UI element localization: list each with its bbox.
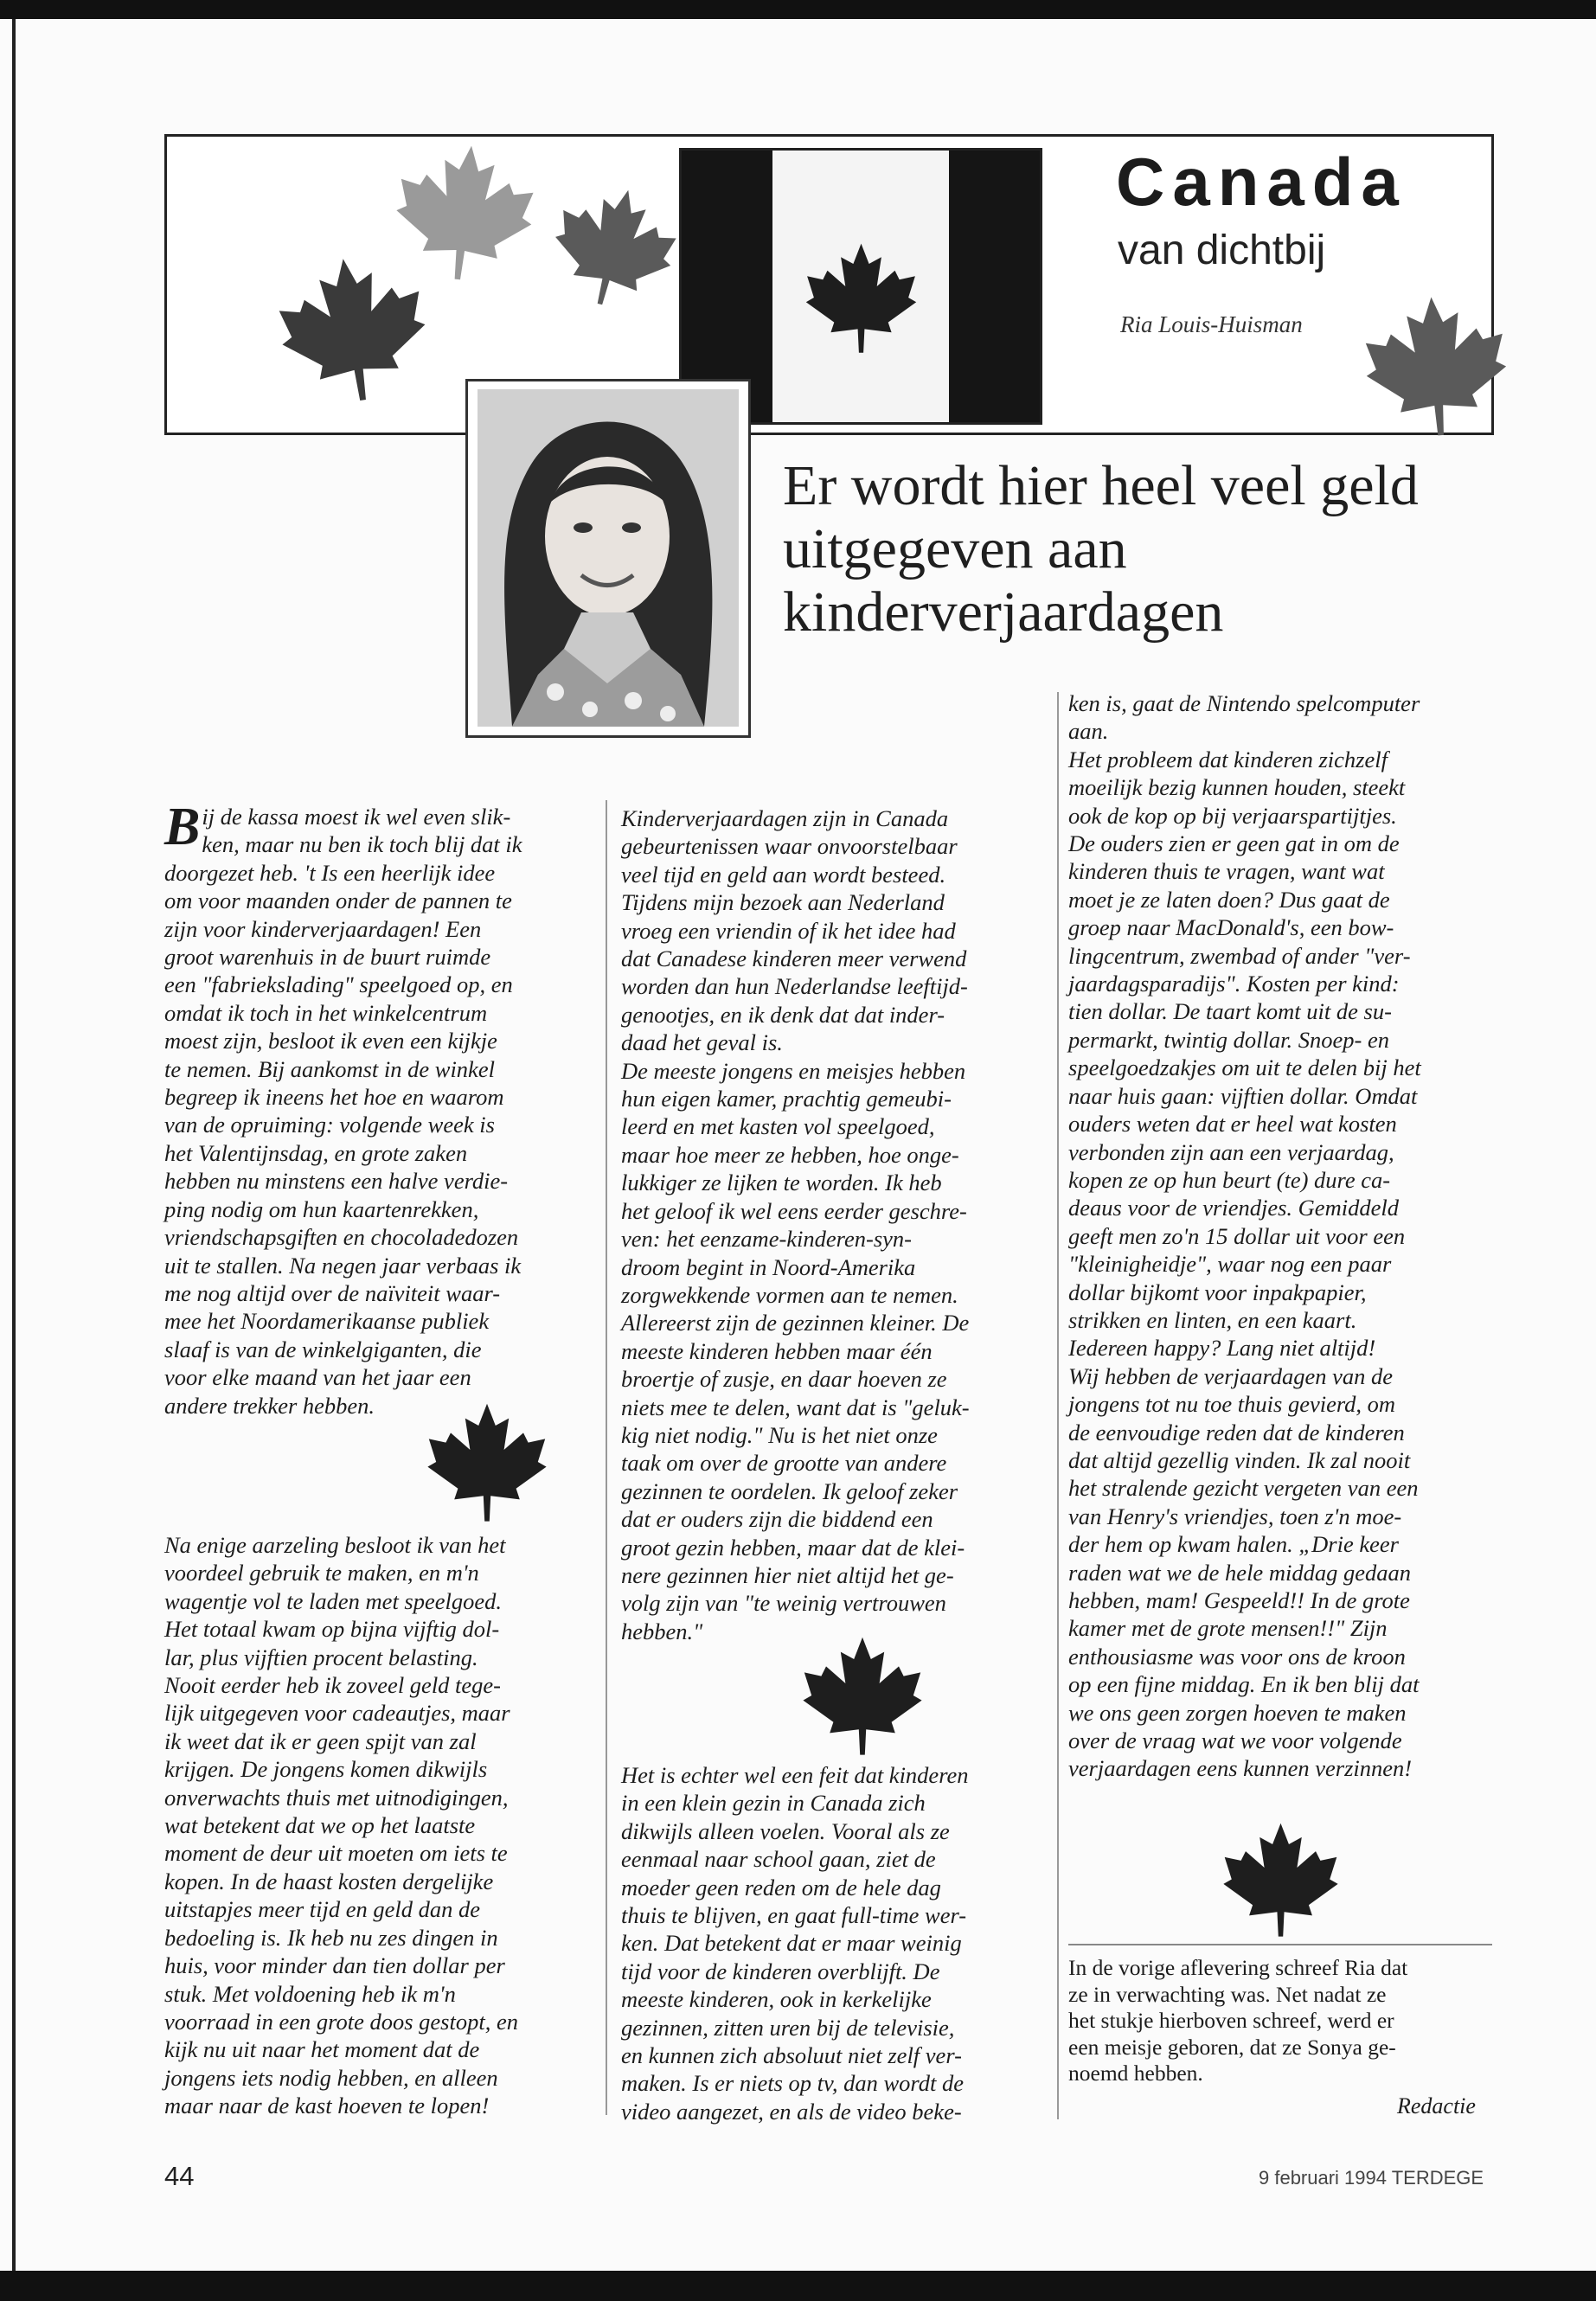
- flag-band-right: [949, 151, 1040, 422]
- maple-leaf-icon: [803, 241, 920, 354]
- article-column-1-continued: Na enige aarzeling besloot ik van het voordeel gebruik te maken, en m'n wagentje vol te laden met speelgoed. Het totaal kwam op bijna vijftig dol- lar, plus vijftien procent belasting. Nooit eerder heb ik zoveel geld tege- lijk uitgegeven voor cadeautjes, maar ik weet dat ik er geen spijt van zal krijgen. De jongens komen dikwijls onverwachts thuis met uitnodigingen, wat betekent dat we op het laatste moment de deur uit moeten om iets te kopen. In de haast kosten dergelijke uitstapjes meer tijd en geld dan de bedoeling is. Ik heb nu zes dingen in huis, voor minder dan tien dollar per stuk. Met voldoening heb ik m'n voorraad in een grote doos gestopt, en kijk nu uit naar het moment dat de jongens iets nodig hebben, en alleen maar naar de kast hoeven te lopen!: [164, 1532, 518, 2119]
- maple-leaf-icon: [798, 1635, 927, 1756]
- article-column-3: ken is, gaat de Nintendo spelcomputer aan. Het probleem dat kinderen zichzelf moeilijk bezig kunnen houden, steekt ook de kop op bij verjaarspartijtjes. De ouders zien er geen gat in om de kinderen thuis te vragen, want wat moet je ze laten doen? Dus gaat de groep naar MacDonald's, een bow- lingcentrum, zwembad of ander "ver- jaardagsparadijs". Kosten per kind: tien dollar. De taart komt uit de su- permarkt, twintig dollar. Snoep- en speelgoedzakjes om uit te delen bij het naar huis gaan: vijftien dollar. Omdat ouders weten dat er heel wat kosten verbonden zijn aan een verjaardag, kopen ze op hun beurt (te) dure ca- deaus voor de vriendjes. Gemiddeld geeft men zo'n 15 dollar uit voor een "kleinigheidje", waar nog een paar dollar bijkomt voor inpakpapier, strikken en linten, en een kaart. Iedereen happy? Lang niet altijd! Wij hebben de verjaardagen van de jongens tot nu toe thuis gevierd, om de eenvoudige reden dat de kinderen dat altijd gezellig vinden. Ik zal nooit het stralende gezicht vergeten van een van Henry's vriendjes, toen z'n moe- der hem op kwam halen. „Drie keer raden wat we de hele middag gedaan hebben, mam! Gespeeld!! In de grote kamer met de grote mensen!!" Zijn enthousiasme was voor ons de kroon op een fijne middag. En ik ben blij dat we ons geen zorgen hoeven te maken over de vraag wat we voor volgende verjaardagen eens kunnen verzinnen!: [1068, 690, 1421, 1782]
- drop-cap: B: [164, 798, 201, 856]
- page-subtitle: van dichtbij: [1118, 228, 1326, 273]
- note-divider: [1068, 1944, 1492, 1945]
- maple-leaf-icon: [422, 1401, 552, 1522]
- editor-note: In de vorige aflevering schreef Ria dat ze in verwachting was. Net nadat ze het stukje hierboven schreef, werd er een meisje geboren, dat ze Sonya ge- noemd hebben.: [1068, 1955, 1408, 2086]
- editor-signature: Redactie: [1397, 2093, 1476, 2118]
- page-title: Canada: [1116, 144, 1407, 220]
- column-divider: [1057, 692, 1059, 2119]
- issue-info: 9 februari 1994 TERDEGE: [1259, 2167, 1484, 2189]
- article-headline: Er wordt hier heel veel geld uitgegeven aan kinderverjaardagen: [783, 454, 1419, 644]
- maple-leaf-icon: [1218, 1821, 1343, 1938]
- author-photo: [478, 389, 739, 727]
- bottom-border: [0, 2271, 1596, 2301]
- article-column-2-continued: Het is echter wel een feit dat kinderen in een klein gezin in Canada zich dikwijls alleen voelen. Vooral als ze eenmaal naar school gaan, ziet de moeder geen reden om de hele dag thuis te blijven, en gaat full-time wer- ken. Dat betekent dat er maar weinig tijd voor de kinderen overblijft. De meeste kinderen, ook in kerkelijke gezinnen, zitten uren bij de televisie, en kunnen zich absoluut niet zelf ver- maken. Is er niets op tv, dan wordt de video aangezet, en als de video beke-: [621, 1762, 969, 2125]
- article-column-2: Kinderverjaardagen zijn in Canada gebeurtenissen waar onvoorstelbaar veel tijd en geld aan wordt besteed. Tijdens mijn bezoek aan Nederland vroeg een vriendin of ik het idee had dat Canadese kinderen meer verwend worden dan hun Nederlandse leeftijd- genootjes, en ik denk dat dat inder- daad het geval is. De meeste jongens en meisjes hebben hun eigen kamer, prachtig gemeubi- leerd en met kasten vol speelgoed, maar hoe meer ze hebben, hoe onge- lukkiger ze lijken te worden. Ik heb het geloof ik wel eens eerder geschre- ven: het eenzame-kinderen-syn- droom begint in Noord-Amerika zorgwekkende vormen aan te nemen. Allereerst zijn de gezinnen kleiner. De meeste kinderen hebben maar één broertje of zusje, en daar hoeven ze niets mee te delen, want dat is "geluk- kig niet nodig." Nu is het niet onze taak om over de grootte van andere gezinnen te oordelen. Ik geloof zeker dat er ouders zijn die biddend een groot gezin hebben, maar dat de klei- nere gezinnen hier niet altijd het ge- volg zijn van "te weinig vertrouwen hebben.": [621, 805, 970, 1644]
- maple-leaf-icon: [384, 136, 545, 289]
- maple-leaf-icon: [1353, 289, 1518, 442]
- column-divider: [606, 800, 607, 2115]
- top-border: [0, 0, 1596, 19]
- article-column-1: [164, 798, 597, 1420]
- left-border: [12, 19, 16, 2271]
- author-byline: Ria Louis-Huisman: [1120, 311, 1303, 337]
- page-number: 44: [164, 2161, 195, 2191]
- column-1-text: ij de kassa moest ik wel even slik- ken, maar nu ben ik toch blij dat ik doorgezet heb. 't Is een heerlijk idee om voor maanden onder de pannen te zijn voor kinderverjaardagen! Een groot warenhuis in de buurt ruimde een "fabrieksladingʺ speelgoed op, en omdat ik toch in het winkelcentrum moest zijn, besloot ik even een kijkje te nemen. Bij aankomst in de winkel begreep ik ineens het hoe en waarom van de opruiming: volgende week is het Valentijnsdag, en grote zaken hebben nu minstens een halve verdie- ping nodig om hun kaartenrekken, vriendschapsgiften en chocoladedozen uit te stallen. Na negen jaar verbaas ik me nog altijd over de naïviteit waar- mee het Noordamerikaanse publiek slaaf is van de winkelgiganten, die voor elke maand van het jaar een andere trekker hebben.: [164, 804, 522, 1419]
